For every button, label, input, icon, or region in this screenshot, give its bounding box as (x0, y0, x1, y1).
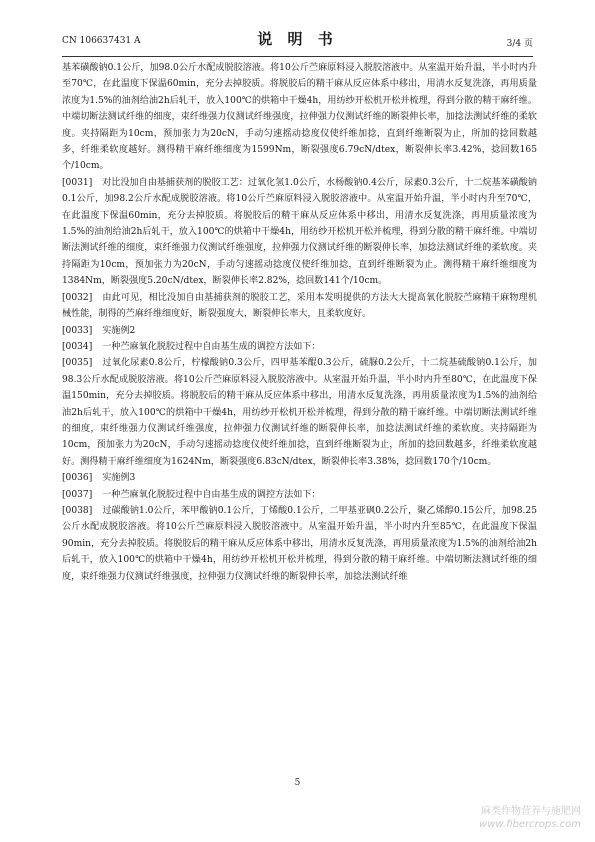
paragraph-text: 对比没加自由基捕获剂的脱胶工艺：过氧化氢1.0公斤，水杨酸钠0.4公斤，尿素0.3公斤，十二烷基苯磺酸钠0.1公斤，加98.2公斤水配成脱胶溶液。将10公斤苎麻原料浸入脱胶溶液中。从室温开始升温，半小时内升至70℃，在此温度下保温60min，充分去掉胶质。将脱胶后的精干麻从反应体系中移出，用清水反复洗涤，再用质量浓度为1.5%的油剂给油2h后轧干，放入100℃的烘箱中干燥4h，用纺纱开松机开松并梳理，得到分散的精干麻纤维。中端切断法测试纤维的细度，束纤维强力仪测试纤维强度，拉伸强力仪测试纤维的断裂伸长率，加捻法测试纤维的柔软度。夹持隔距为10cm，预加张力为20cN，手动匀速摇动捻度仪使纤维加捻，直到纤维断裂为止。测得精干麻纤维细度为1384Nm，断裂强度5.20cN/dtex，断裂伸长率2.82%，捻回数141个/10cm。 (62, 177, 537, 287)
paragraph (62, 290, 537, 323)
paragraph (62, 503, 537, 585)
paragraph-text: 一种苎麻氧化脱胶过程中自由基生成的调控方法如下： (102, 489, 321, 500)
paragraph-number: [0034] (62, 341, 93, 352)
document-title: 说 明 书 (257, 30, 338, 48)
paragraph (62, 339, 537, 355)
paragraph-text: 一种苎麻氧化脱胶过程中自由基生成的调控方法如下： (102, 341, 321, 352)
watermark (479, 805, 581, 831)
page-indicator: 3/4 页 (506, 39, 533, 49)
paragraph (62, 487, 537, 503)
paragraph (62, 323, 537, 339)
paragraph-number: [0031] (62, 177, 93, 188)
paragraph-number: [0036] (62, 473, 93, 484)
patent-number: CN 106637431 A (62, 36, 141, 46)
paragraph-number: [0037] (62, 489, 93, 500)
paragraph (62, 470, 537, 486)
paragraph-number: [0033] (62, 325, 93, 336)
paragraph-text: 由此可见，相比没加自由基捕获剂的脱胶工艺，采用本发明提供的方法大大提高氧化脱胶苎麻精干麻物理机械性能，制得的苎麻纤维细度好，断裂强度大，断裂伸长率大，且柔软度好。 (62, 292, 537, 320)
watermark-site-name: 麻类作物营养与施肥网 (481, 806, 581, 817)
paragraph-number: [0038] (62, 505, 93, 516)
page-number: 5 (294, 778, 301, 788)
paragraph (62, 355, 537, 470)
paragraph-number: [0035] (62, 358, 93, 369)
section-heading: 实施例3 (102, 473, 136, 484)
document-header (62, 22, 533, 57)
paragraph-text: 过氧化尿素0.8公斤，柠檬酸钠0.3公斤，四甲基苯醌0.3公斤，硫脲0.2公斤，十二烷基硫酸钠0.1公斤，加98.3公斤水配成脱胶溶液。将10公斤苎麻原料浸入脱胶溶液中。从室温开始升温，半小时内升至80℃，在此温度下保温150min，充分去掉胶质。将脱胶后的精干麻从反应体系中移出，用清水反复洗涤，再用质量浓度为1.5%的油剂给油2h后轧干，放入100℃的烘箱中干燥4h，用纺纱开松机开松并梳理，得到分散的精干麻纤维。中端切断法测试纤维的细度，束纤维强力仪测试纤维强度，拉伸强力仪测试纤维的断裂伸长率，加捻法测试纤维的柔软度。夹持隔距为10cm，预加张力为20cN，手动匀速摇动捻度仪使纤维加捻，直到纤维断裂为止，所加的捻回数越多，纤维柔软度越好。测得精干麻纤维细度为1624Nm，断裂强度6.83cN/dtex，断裂伸长率3.38%，捻回数170个/10cm。 (62, 358, 537, 467)
paragraph (62, 175, 537, 290)
paragraph-text: 过碳酸钠1.0公斤，苯甲酸钠0.1公斤，丁烯酸0.1公斤，二甲基亚砜0.2公斤，聚乙烯醇0.15公斤，加98.25公斤水配成脱胶溶液。将10公斤苎麻原料浸入脱胶溶液中。从室温开始升温，半小时内升至85℃，在此温度下保温90min，充分去掉胶质。将脱胶后的精干麻从反应体系中移出，用清水反复洗涤，再用质量浓度为1.5%的油剂给油2h后轧干，放入100℃的烘箱中干燥4h，用纺纱开松机开松并梳理，得到分散的精干麻纤维。中端切断法测试纤维的细度，束纤维强力仪测试纤维强度，拉伸强力仪测试纤维的断裂伸长率，加捻法测试纤维 (62, 505, 537, 582)
section-heading: 实施例2 (102, 325, 136, 336)
paragraph-number: [0032] (62, 292, 93, 303)
watermark-url: www.fibercrops.com (479, 819, 581, 830)
paragraph-text: 基苯磺酸钠0.1公斤，加98.0公斤水配成脱胶溶液。将10公斤苎麻原料浸入脱胶溶液中。从室温开始升温，半小时内升至70℃，在此温度下保温60min，充分去掉胶质。将脱胶后的精干麻从反应体系中移出，用清水反复洗涤，再用质量浓度为1.5%的油剂给油2h后轧干，放入100℃的烘箱中干燥4h，用纺纱开松机开松并梳理，得到分散的精干麻纤维。中端切断法测试纤维的细度，束纤维强力仪测试纤维强度，拉伸强力仪测试纤维的断裂伸长率，加捻法测试纤维的柔软度。夹持隔距为10cm，预加张力为20cN，手动匀速摇动捻度仪使纤维加捻，直到纤维断裂为止，所加的捻回数越多，纤维柔软度越好。测得精干麻纤维细度为1599Nm，断裂强度6.79cN/dtex，断裂伸长率3.42%，捻回数165个/10cm。 (62, 63, 537, 172)
document-body (62, 60, 537, 585)
paragraph (62, 60, 537, 175)
